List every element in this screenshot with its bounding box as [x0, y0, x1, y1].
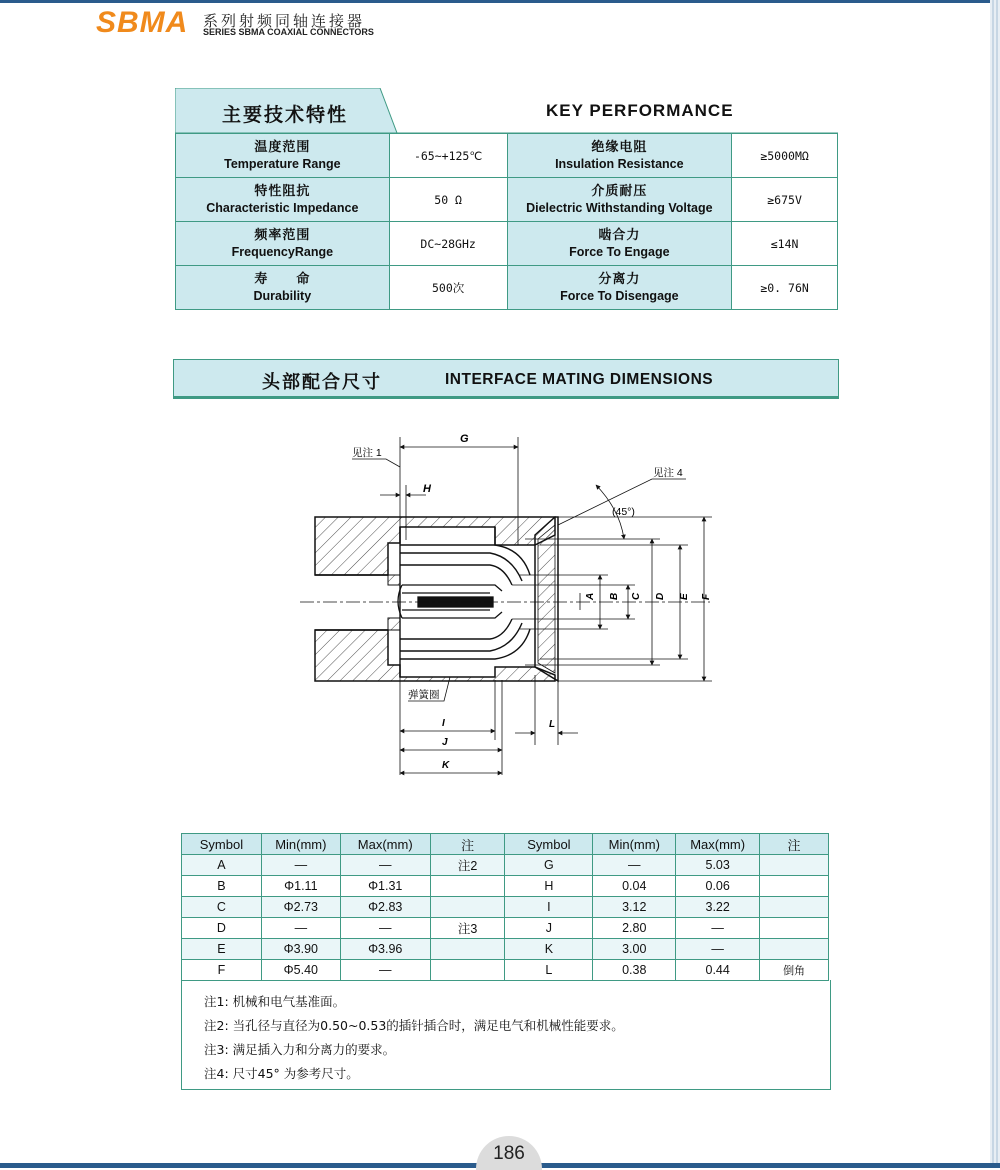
kp-label-cn: 寿 命 — [254, 271, 311, 287]
kp-label-cn: 介质耐压 — [591, 183, 648, 199]
table-cell: A — [182, 855, 262, 876]
center-pin — [398, 585, 502, 618]
kp-label-cn: 频率范围 — [254, 227, 311, 243]
angle-label: (45°) — [612, 506, 635, 518]
kp-label-en: Force To Engage — [569, 244, 670, 259]
body-upper — [315, 517, 555, 575]
table-cell: Φ2.73 — [261, 897, 340, 918]
note1-label: 见注 1 — [352, 447, 382, 459]
table-cell — [760, 876, 829, 897]
table-cell — [430, 876, 505, 897]
table-cell: C — [182, 897, 262, 918]
kp-value: ≤14N — [732, 222, 838, 266]
kp-label-en: Temperature Range — [224, 156, 341, 171]
table-cell: Φ5.40 — [261, 960, 340, 981]
table-cell: 倒角 — [760, 960, 829, 981]
interface-drawing — [290, 425, 730, 785]
interface-title-en: INTERFACE MATING DIMENSIONS — [445, 371, 714, 388]
note4-label: 见注 4 — [653, 467, 683, 479]
table-cell: Φ3.96 — [340, 939, 430, 960]
table-cell: 3.22 — [676, 897, 760, 918]
table-row — [182, 855, 829, 876]
dim-label-a: A — [585, 592, 596, 600]
table-cell — [760, 897, 829, 918]
table-cell: Φ1.11 — [261, 876, 340, 897]
kp-value: ≥5000MΩ — [732, 134, 838, 178]
brand-logo: SBMA — [96, 6, 189, 39]
outer-ring — [535, 517, 558, 681]
kp-value: ≥675V — [732, 178, 838, 222]
kp-label-en: Durability — [253, 288, 312, 303]
series-title-en: SERIES SBMA COAXIAL CONNECTORS — [203, 27, 374, 37]
spring-label: 弹簧圈 — [408, 689, 440, 701]
kp-label-en: Characteristic Impedance — [206, 200, 359, 215]
note-1: 注1: 机械和电气基准面。 — [204, 994, 346, 1009]
table-cell: — — [676, 918, 760, 939]
dims-header-cell: 注 — [760, 834, 829, 855]
kp-label-en: FrequencyRange — [231, 244, 334, 259]
table-cell: 0.38 — [593, 960, 676, 981]
dim-label-b: B — [609, 592, 620, 600]
kp-label — [176, 266, 390, 310]
table-cell: L — [505, 960, 593, 981]
table-cell: B — [182, 876, 262, 897]
table-cell: H — [505, 876, 593, 897]
dim-label-i: I — [442, 718, 445, 729]
note-4: 注4: 尺寸45° 为参考尺寸。 — [204, 1066, 359, 1081]
table-cell — [430, 939, 505, 960]
right-edge-bar — [990, 0, 1000, 1168]
table-cell: 注2 — [430, 855, 505, 876]
table-row — [182, 960, 829, 981]
series-title-cn: 系列射频同轴连接器 — [203, 12, 366, 30]
kp-value: DC~28GHz — [389, 222, 507, 266]
table-cell: — — [340, 855, 430, 876]
dims-header-cell: 注 — [430, 834, 505, 855]
dims-header-row — [182, 834, 829, 855]
table-row — [182, 876, 829, 897]
table-cell: D — [182, 918, 262, 939]
kp-row — [176, 134, 838, 178]
table-cell: — — [261, 918, 340, 939]
note-3: 注3: 满足插入力和分离力的要求。 — [204, 1042, 396, 1057]
dims-header-cell: Symbol — [182, 834, 262, 855]
kp-row — [176, 178, 838, 222]
dim-label-e: E — [679, 593, 690, 600]
dim-label-k: K — [442, 760, 450, 771]
kp-label — [176, 134, 390, 178]
table-cell: Φ2.83 — [340, 897, 430, 918]
kp-label — [176, 222, 390, 266]
table-cell: 0.04 — [593, 876, 676, 897]
kp-label-cn: 分离力 — [598, 271, 641, 287]
dim-label-g: G — [460, 433, 469, 445]
table-cell: F — [182, 960, 262, 981]
table-cell: I — [505, 897, 593, 918]
note4-leader — [558, 479, 686, 525]
kp-label — [507, 178, 732, 222]
kp-row — [176, 266, 838, 310]
kp-label — [507, 222, 732, 266]
kp-label — [176, 178, 390, 222]
table-cell: 5.03 — [676, 855, 760, 876]
kp-label-cn: 啮合力 — [598, 227, 641, 243]
table-cell: Φ3.90 — [261, 939, 340, 960]
dim-label-c: C — [631, 592, 642, 600]
interface-title-cn: 头部配合尺寸 — [262, 372, 382, 393]
page-number: 186 — [493, 1143, 525, 1164]
dims-header-cell: Symbol — [505, 834, 593, 855]
dim-label-j: J — [442, 737, 448, 748]
note-2: 注2: 当孔径与直径为0.50~0.53的插针插合时，满足电气和机械性能要求。 — [204, 1018, 624, 1033]
kp-value: 500次 — [389, 266, 507, 310]
kp-label-cn: 温度范围 — [254, 139, 311, 155]
dim-label-f: F — [701, 593, 712, 600]
table-row — [182, 939, 829, 960]
body-lower — [315, 630, 555, 681]
table-cell: — — [340, 960, 430, 981]
key-performance-title-cn: 主要技术特性 — [222, 104, 349, 126]
note1-leader — [352, 459, 400, 467]
kp-label-en: Insulation Resistance — [555, 156, 684, 171]
table-row — [182, 897, 829, 918]
dim-label-h: H — [423, 483, 431, 495]
dim-label-l: L — [549, 719, 556, 730]
table-cell — [760, 855, 829, 876]
table-cell: E — [182, 939, 262, 960]
dim-label-d: D — [655, 592, 666, 600]
table-cell: 3.00 — [593, 939, 676, 960]
kp-label-cn: 特性阻抗 — [254, 183, 311, 199]
table-cell — [430, 960, 505, 981]
kp-row — [176, 222, 838, 266]
top-rule — [0, 0, 1000, 3]
kp-label-cn: 绝缘电阻 — [591, 139, 648, 155]
table-cell: 0.06 — [676, 876, 760, 897]
kp-value: 50 Ω — [389, 178, 507, 222]
table-cell: G — [505, 855, 593, 876]
table-cell: J — [505, 918, 593, 939]
key-performance-table — [175, 133, 838, 310]
dims-header-cell: Max(mm) — [676, 834, 760, 855]
table-cell: — — [340, 918, 430, 939]
kp-label-en: Dielectric Withstanding Voltage — [526, 200, 713, 215]
table-cell: K — [505, 939, 593, 960]
dims-header-cell: Min(mm) — [593, 834, 676, 855]
table-cell: 注3 — [430, 918, 505, 939]
dimensions-table — [181, 833, 829, 981]
table-cell: 2.80 — [593, 918, 676, 939]
kp-label-en: Force To Disengage — [560, 288, 679, 303]
key-performance-title-en: KEY PERFORMANCE — [546, 101, 734, 120]
table-cell: — — [261, 855, 340, 876]
dims-header-cell: Max(mm) — [340, 834, 430, 855]
kp-value: -65~+125℃ — [389, 134, 507, 178]
table-cell — [760, 918, 829, 939]
table-row — [182, 918, 829, 939]
table-cell — [760, 939, 829, 960]
kp-value: ≥0. 76N — [732, 266, 838, 310]
kp-label — [507, 266, 732, 310]
dims-header-cell: Min(mm) — [261, 834, 340, 855]
table-cell: — — [676, 939, 760, 960]
kp-label — [507, 134, 732, 178]
table-cell: 3.12 — [593, 897, 676, 918]
table-cell — [430, 897, 505, 918]
table-cell: 0.44 — [676, 960, 760, 981]
table-cell: Φ1.31 — [340, 876, 430, 897]
table-cell: — — [593, 855, 676, 876]
